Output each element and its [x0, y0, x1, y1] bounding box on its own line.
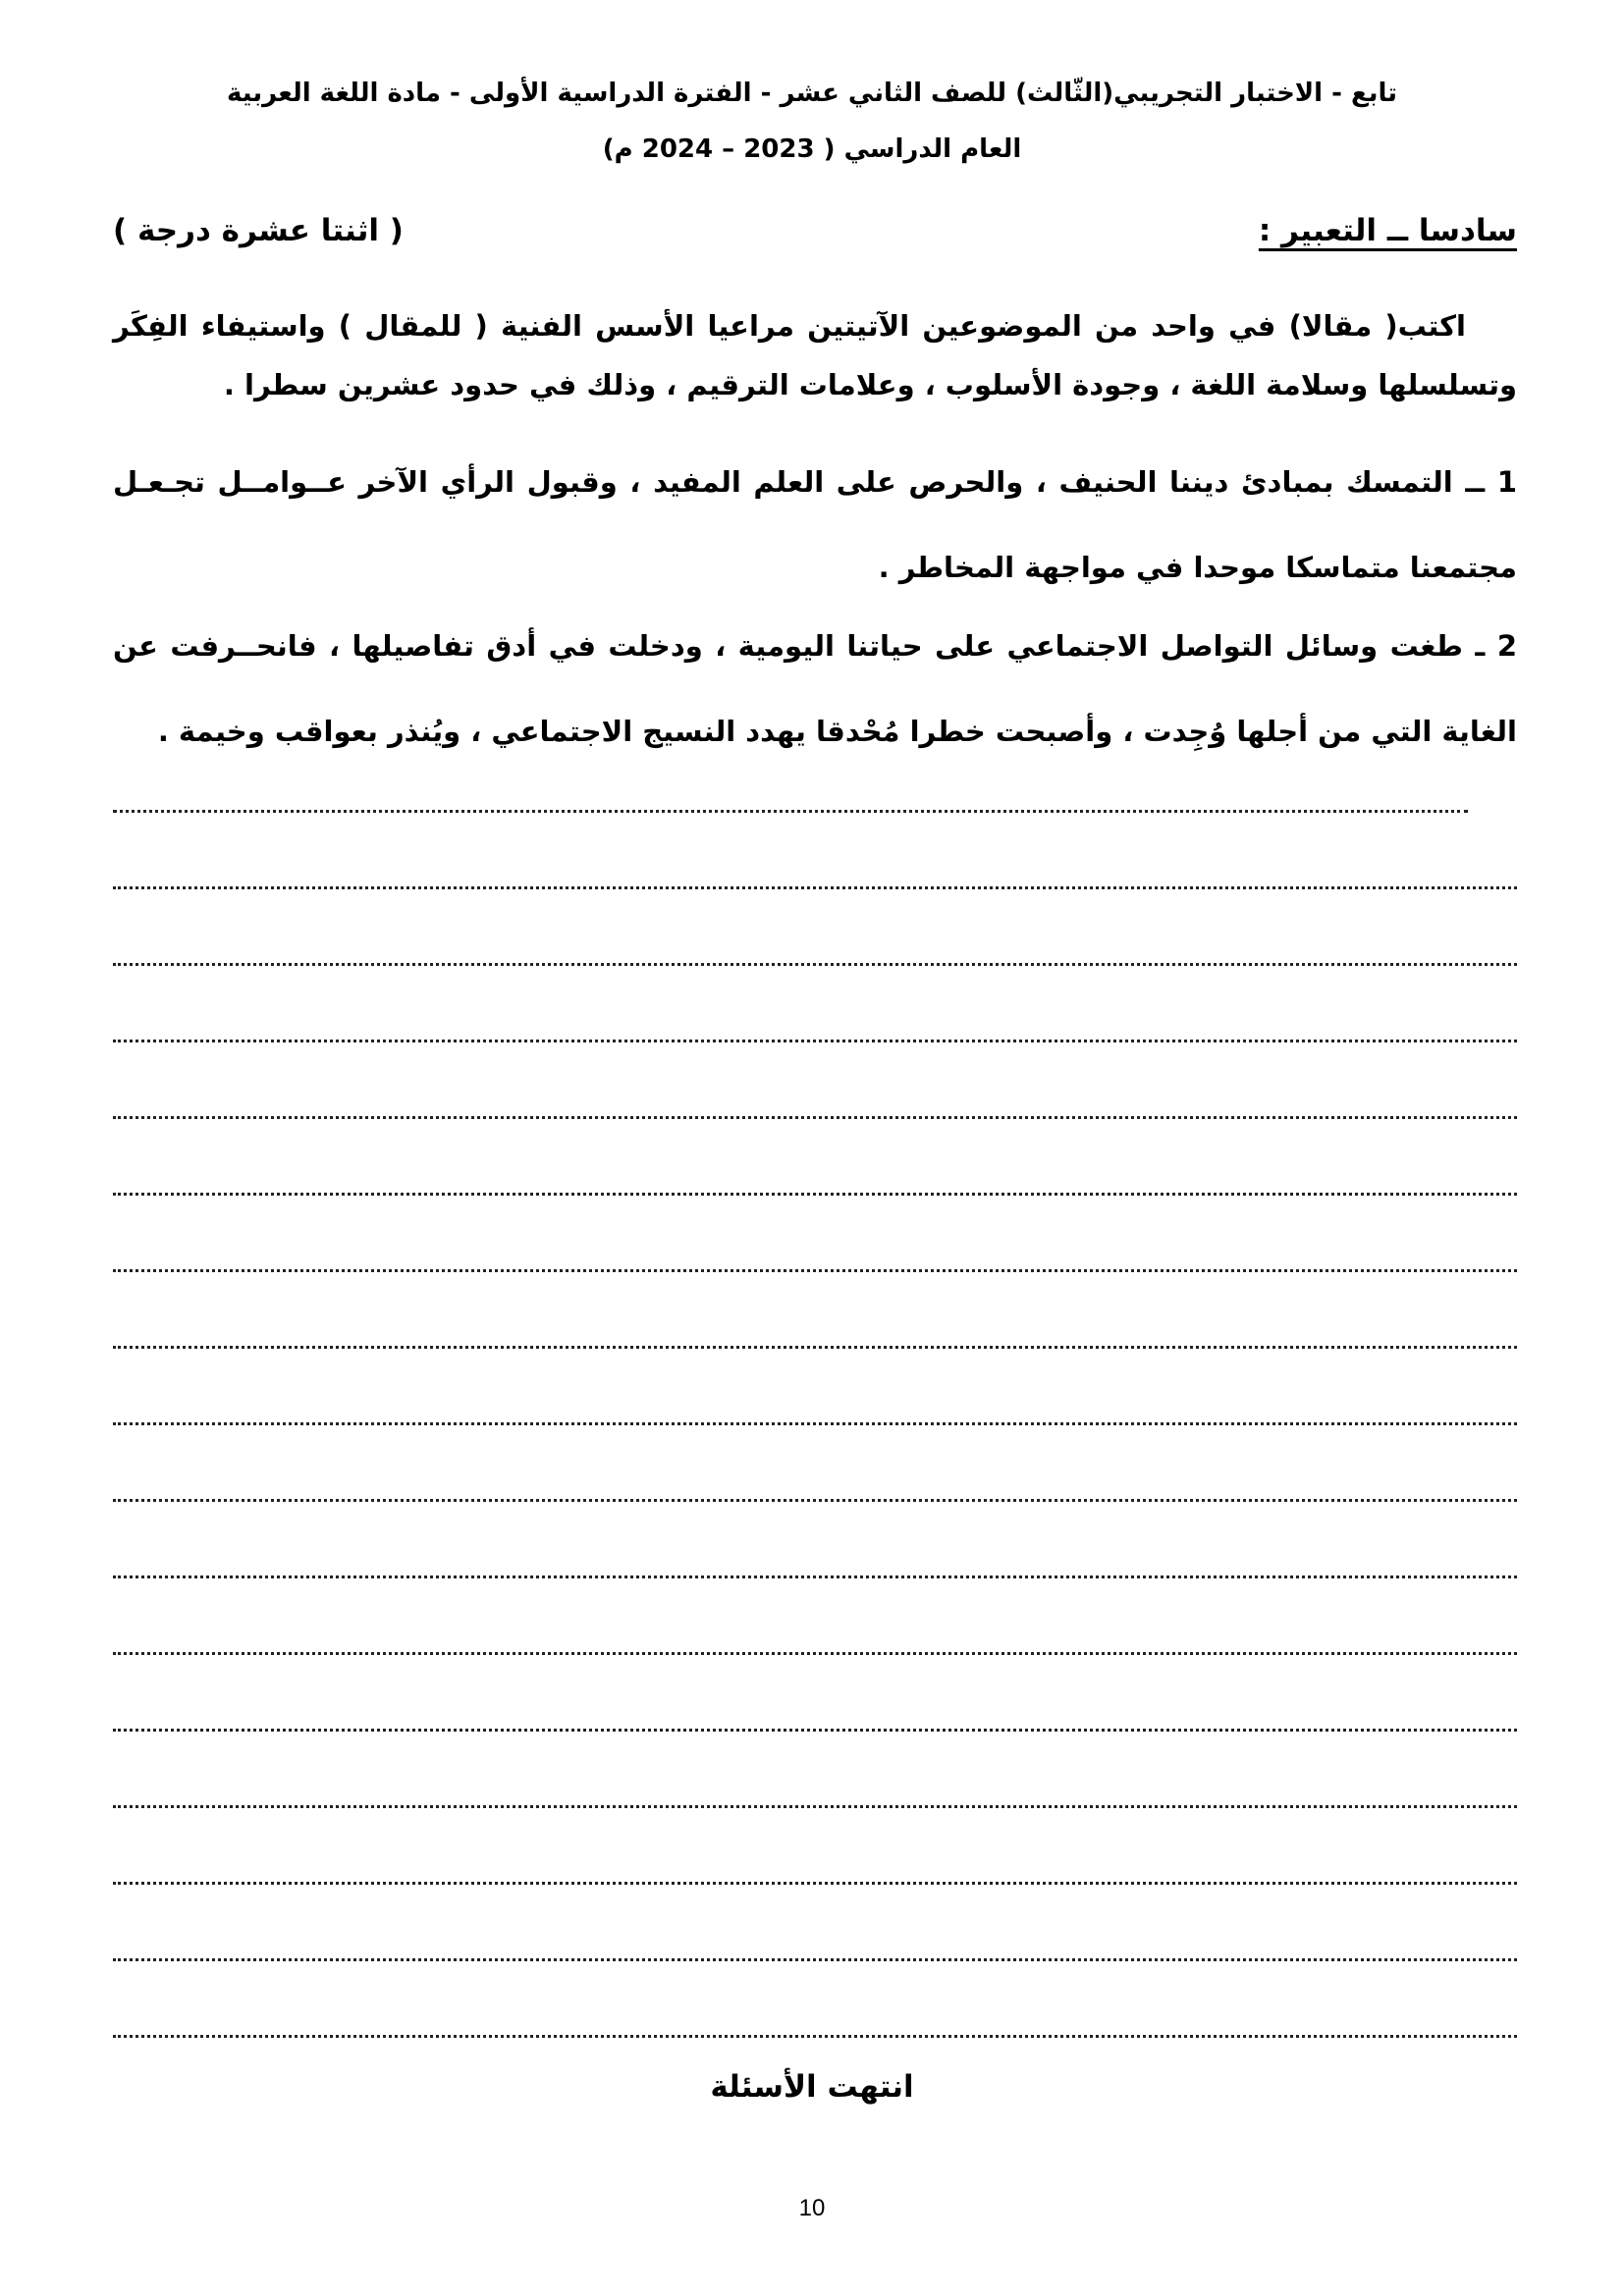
topic-2: 2 ـ طغت وسائل التواصل الاجتماعي على حياتنا اليومية ، ودخلت في أدق تفاصيلها ، فانحــرفت عن الغاية التي من أجلها وُجِدت ، وأصبحت خطرا مُحْدقا يهدد النسيج الاجتماعي ، ويُنذر بعواقب وخيمة .: [113, 629, 1517, 748]
exam-header-year: العام الدراسي ( 2023 – 2024 م): [602, 134, 1022, 164]
answer-line[interactable]: [113, 1193, 1517, 1269]
section-heading-row: [113, 213, 1517, 262]
answer-line[interactable]: [113, 1805, 1517, 1882]
instructions-paragraph: اكتب( مقالا) في واحد من الموضوعين الآتيتين مراعيا الأسس الفنية ( للمقال ) واستيفاء الفِكَر وتسلسلها وسلامة اللغة ، وجودة الأسلوب ، وعلامات الترقيم ، وذلك في حدود عشرين سطرا .: [113, 309, 1517, 401]
answer-lines: [113, 810, 1517, 2111]
answer-line[interactable]: [113, 1346, 1517, 1422]
answer-line[interactable]: [113, 1040, 1517, 1116]
answer-line[interactable]: [113, 1499, 1517, 1575]
answer-line[interactable]: [113, 1958, 1517, 2035]
answer-line[interactable]: [113, 1116, 1517, 1193]
answer-line[interactable]: [113, 963, 1517, 1040]
answer-line[interactable]: [113, 1652, 1517, 1729]
section-score: ( اثنتا عشرة درجة ): [113, 213, 404, 248]
exam-header-title: تابع - الاختبار التجريبي(الثّالث) للصف الثاني عشر - الفترة الدراسية الأولى - مادة اللغة العربية: [226, 79, 1398, 108]
answer-line[interactable]: [113, 1422, 1517, 1499]
answer-line[interactable]: [113, 1882, 1517, 1958]
page-number: 10: [798, 2195, 826, 2221]
section-title: سادسا ــ التعبير :: [1258, 213, 1517, 248]
end-of-questions-note: انتهت الأسئلة: [710, 2069, 914, 2105]
answer-line[interactable]: [113, 1575, 1517, 1652]
answer-line[interactable]: [113, 1269, 1517, 1346]
topic-1: 1 ــ التمسك بمبادئ ديننا الحنيف ، والحرص على العلم المفيد ، وقبول الرأي الآخر عــوامــل تجـعـل مجتمعنا متماسكا موحدا في مواجهة المخاطر .: [113, 465, 1517, 584]
answer-line[interactable]: [113, 886, 1517, 963]
answer-line[interactable]: [113, 810, 1517, 886]
answer-line[interactable]: [113, 1729, 1517, 1805]
